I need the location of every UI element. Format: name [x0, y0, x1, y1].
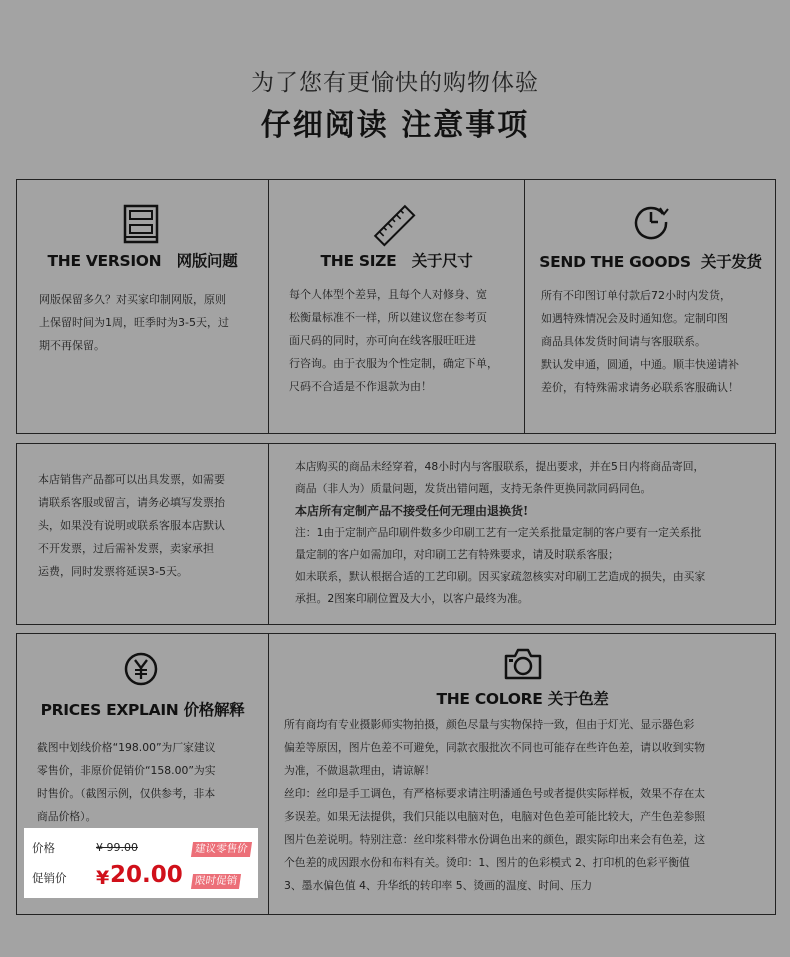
printer-icon — [123, 204, 159, 244]
color-section — [269, 634, 776, 914]
promo-price: 20.00 — [110, 862, 183, 888]
promo-label: 促销价 — [32, 871, 67, 885]
version-heading: THE VERSION 网版问题 — [47, 252, 238, 270]
limited-promo-tag: 限时促销 — [191, 874, 241, 889]
size-text: 每个人体型个差异，且每个人对修身、宽 松衡量标准不一样，所以建议您在参考页 面尺码的同时，亦可向在线客服旺旺进 行咨询。由于衣服为个性定制，确定下单， 尺码不合适是不作退款为由！ — [289, 288, 498, 393]
suggested-retail-tag: 建议零售价 — [191, 842, 252, 857]
version-section — [17, 180, 268, 433]
price-heading: PRICES EXPLAIN 价格解释 — [40, 701, 245, 719]
price-text: 截图中划线价格“198.00”为厂家建议 零售价，非原价促销价“158.00”为实 时售价。（截图示例，仅供参考，非本 商品价格）。 — [37, 741, 216, 823]
returns-text: 本店购买的商品未经穿着，48小时内与客服联系，提出要求，并在5日内将商品寄回， 商品（非人为）质量问题，发货出错问题，支持无条件更换同款同码同色。 本店所有定制产品不接受任何无理由退换货! 注：1由于定制产品印刷件数多少印刷工艺有一定关系批量定制的客户要有一定关系批 量定制的客户如需加印，对印刷工艺有特殊要求，请及时联系客服； 如未联系，默认根据合适的工艺印刷。因买家疏忽核实对印刷工艺造成的损失，由买家 承担。2图案印刷位置及大小，以客户最终为准。 — [295, 456, 773, 610]
promo-currency: ¥ — [96, 867, 110, 889]
info-row-1 — [16, 179, 776, 434]
price-example-card — [24, 828, 258, 898]
version-text: 网版保留多久？对买家印制网版，原则 上保留时间为1周，旺季时为3-5天，过 期不再保留。 — [39, 293, 229, 352]
size-heading: THE SIZE 关于尺寸 — [320, 252, 473, 270]
color-heading: THE COLORE 关于色差 — [436, 690, 609, 708]
size-section — [269, 180, 524, 433]
camera-icon — [503, 647, 543, 681]
price-label: 价格 — [32, 841, 55, 855]
returns-bold-notice: 本店所有定制产品不接受任何无理由退换货! — [295, 504, 529, 518]
info-row-2 — [16, 443, 776, 625]
goods-section — [525, 180, 776, 433]
header-title-line1: 为了您有更愉快的购物体验 — [251, 70, 539, 96]
returns-section — [269, 444, 776, 624]
invoice-section — [17, 444, 268, 624]
ruler-icon — [373, 204, 417, 248]
header-title-line2: 仔细阅读 注意事项 — [260, 108, 530, 143]
color-text: 所有商均有专业摄影师实物拍摄，颜色尽量与实物保持一致，但由于灯光、显示器色彩 偏差等原因，图片色差不可避免，同款衣服批次不同也可能存在些许色差，请以收到实物 为准，不做退款理由，请谅解！ 丝印：丝印是手工调色，有严格标要求请注明潘通色号或者提供实际样板，效果不存在太 多误差。如果无法提供，我们只能以电脑对色，电脑对色色差可能比较大，产生色差参照 图片色差说明。特别注意：丝印浆料带水份调色出来的颜色，跟实际印出来会有色差，这 个色差的成因跟水份和布料有关。烫印：1、图片的色彩模式 2、打印机的色彩平衡值 3、墨水偏色值 4、升华纸的转印率 5、烫画的温度、时间、压力 — [284, 718, 706, 892]
goods-heading: SEND THE GOODS 关于发货 — [539, 253, 762, 271]
old-price: ¥ 99.00 — [96, 841, 138, 854]
invoice-text: 本店销售产品都可以出具发票，如需要 请联系客服或留言，请务必填写发票抬 头，如果没有说明或联系客服本店默认 不开发票，过后需补发票，卖家承担 运费，同时发票将延误3-5天。 — [38, 473, 225, 578]
goods-text: 所有不印图订单付款后72小时内发货， 如遇特殊情况会及时通知您。定制印图 商品具体发货时间请与客服联系。 默认发申通，圆通，中通。顺丰快递请补 差价，有特殊需求请务必联系客服确认！ — [541, 289, 739, 394]
yen-icon — [124, 652, 158, 686]
clock-icon — [633, 204, 671, 240]
